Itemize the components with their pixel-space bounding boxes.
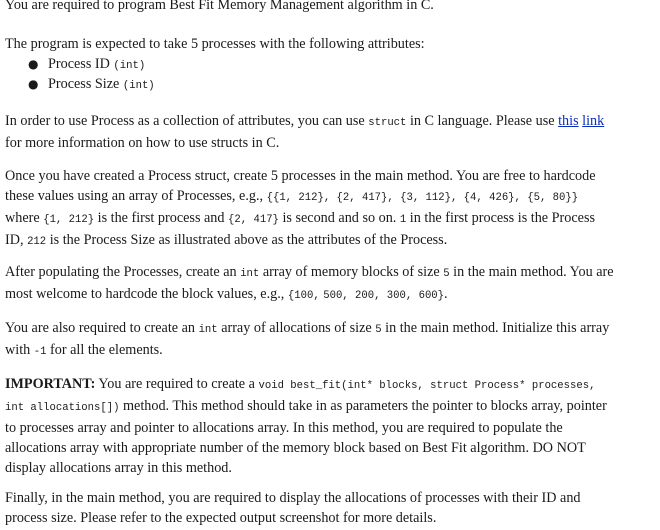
inline-code: 212 [27,236,47,248]
attribute-type: (int) [122,80,155,92]
text-run: is the Process Size as illustrated above as the attributes of the Process. [46,232,448,248]
text-run: After populating the Processes, create an [5,264,241,280]
inline-code: 500, 200, 300, 600} [323,290,445,302]
text-run: array of allocations of size [217,320,376,336]
final-paragraph: Finally, in the main method, you are required to display the allocations of processes with their ID and process size. Please refer to the expected output screenshot for more details. [5,490,581,526]
text-run: is second and so on. [278,210,400,226]
text-run: where [5,210,44,226]
text-run: You are required to create a [95,376,259,392]
attribute-name: Process Size [48,76,120,92]
inline-code: {{1, 212}, {2, 417}, {3, 112}, {4, 426}, {5, 80}} [266,192,579,204]
inline-code: void best_fit(int* blocks, struct Process* processes, int allocations[]) [5,380,596,414]
text-run: for more information on how to use structs in C. [5,135,280,151]
text-run: . [444,286,448,302]
text-run: In order to use Process as a collection of attributes, you can use [5,113,369,129]
list-item [24,54,424,74]
inline-code: 1 [399,214,407,226]
text-run: in the main method. You are most welcome to hardcode the block values, e.g., [5,264,614,302]
inline-code: {2, 417} [228,214,279,226]
this-link[interactable]: this [558,113,579,129]
text-run: Once you have created a Process struct, create 5 processes in the main method. You are free to hardcode these values using an array of Processes, e.g., [5,168,596,204]
bullet-icon: ● [28,57,39,71]
text-run: in the first process is the Process ID, [5,210,595,248]
attribute-list [24,54,424,94]
inline-code: int [198,324,218,336]
list-item [24,74,424,94]
inline-code: int [240,268,260,280]
allocations-paragraph [5,318,615,362]
important-paragraph [5,374,615,478]
important-label: IMPORTANT: [5,376,96,392]
inline-code: 5 [443,268,450,280]
text-run: array of memory blocks of size [259,264,444,280]
text-run: in the main method. Initialize this array with [5,320,610,358]
inline-code: 5 [375,324,382,336]
attribute-name: Process ID [48,56,110,72]
link-link[interactable]: link [582,113,605,129]
struct-paragraph [5,111,615,153]
inline-code: struct [368,117,407,129]
text-run: You are also required to create an [5,320,199,336]
inline-code: {100, [287,290,320,302]
text-run: is the first process and [94,210,229,226]
text-run: for all the elements. [46,342,163,358]
create-processes-paragraph [5,166,615,252]
blocks-paragraph [5,262,615,306]
bullet-icon: ● [28,77,39,91]
page-title: You are required to program Best Fit Memory Management algorithm in C. [5,0,434,13]
text-run: method. This method should take in as parameters the pointer to blocks array, pointer to processes array and pointer to allocations array. In this method, you are required to populate the allocations array with appropriate number of the memory block based on Best Fit algorithm. DO NOT display allocations array in this method. [5,398,607,476]
intro-paragraph: The program is expected to take 5 processes with the following attributes: [5,36,425,52]
inline-code: -1 [33,346,47,358]
inline-code: {1, 212} [43,214,95,226]
text-run: in C language. Please use [406,113,559,129]
attribute-type: (int) [113,60,146,72]
